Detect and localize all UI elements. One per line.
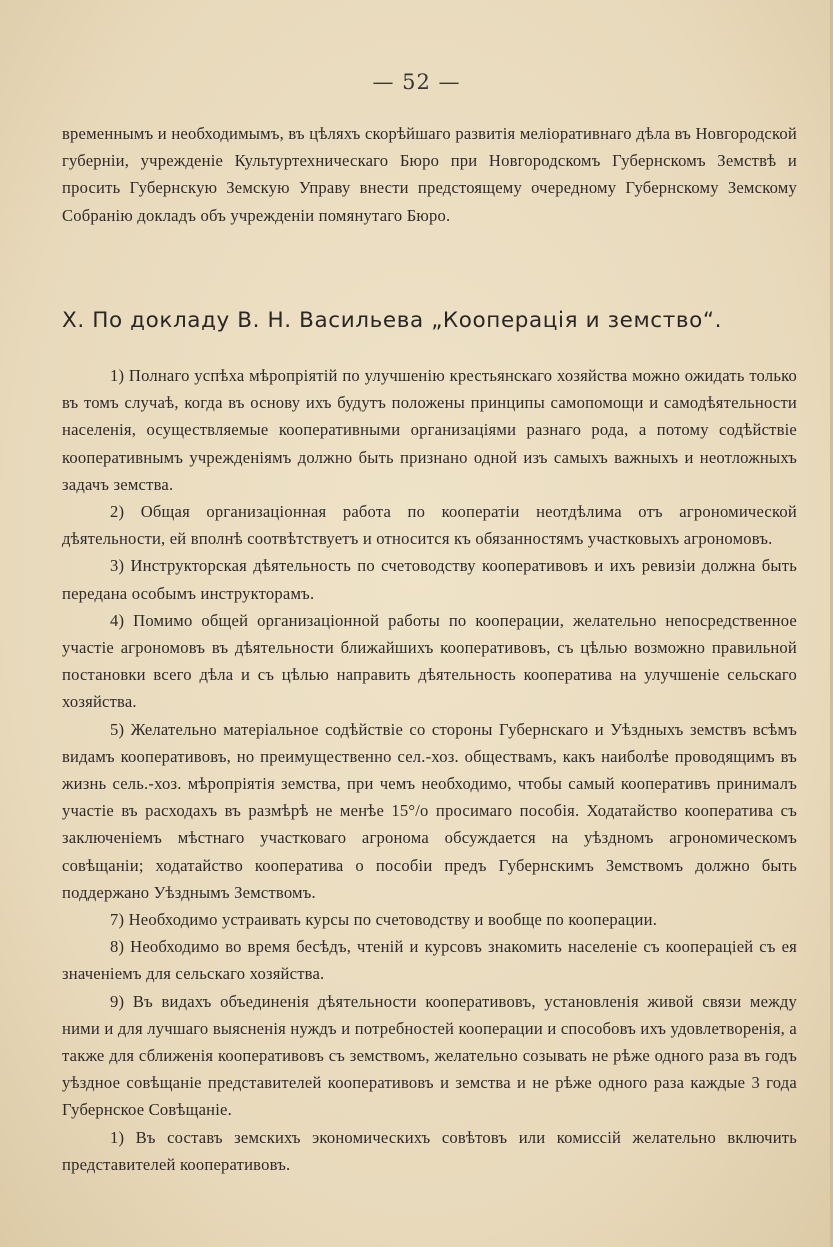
resolution-item-2: 2) Общая организаціонная работа по кооператіи неотдѣлима отъ агрономической дѣятельности, ей вполнѣ соотвѣтствуетъ и относится къ обязанностямъ участковыхъ агрономовъ.: [62, 502, 797, 549]
resolution-item-8: 8) Необходимо во время бесѣдъ, чтеній и курсовъ знакомить населеніе съ коопераціей съ ея значеніемъ для сельскаго хозяйства.: [62, 937, 797, 984]
resolution-items: [62, 362, 797, 1178]
resolution-item-9: 9) Въ видахъ объединенія дѣятельности кооперативовъ, установленія живой связи между ними и для лучшаго выясненія нуждъ и потребностей кооперации и способовъ ихъ удовлетворенія, а также для сближенія кооперативовъ съ земствомъ, желательно созывать не рѣже одного раза въ годъ уѣздное совѣщаніе представителей кооперативовъ и земства и не рѣже одного раза каждые 3 года Губернское Совѣщаніе.: [62, 991, 797, 1120]
resolution-item-1: 1) Полнаго успѣха мѣропріятій по улучшенію крестьянскаго хозяйства можно ожидать только въ томъ случаѣ, когда въ основу ихъ будутъ положены принципы самопомощи и самодѣятельности населенія, осуществляемые кооперативными организаціями разнаго рода, а потому содѣйствіе кооперативнымъ учрежденіямъ должно быть признано одной изъ самыхъ важныхъ и неотложныхъ задачъ земства.: [62, 366, 797, 494]
resolution-item-4: 4) Помимо общей организаціонной работы по кооперации, желательно непосредственное участіе агрономовъ въ дѣятельности ближайшихъ кооперативовъ, съ цѣлью возможно правильной постановки всего дѣла и съ цѣлью направить дѣятельность кооператива на улучшеніе сельскаго хозяйства.: [62, 610, 797, 712]
intro-text-block: [62, 120, 797, 229]
page-number: — 52 —: [372, 70, 461, 94]
resolution-item-10: 1) Въ составъ земскихъ экономическихъ совѣтовъ или комиссій желательно включить представителей кооперативовъ.: [62, 1127, 797, 1174]
intro-paragraph: временнымъ и необходимымъ, въ цѣляхъ скорѣйшаго развитія меліоративнаго дѣла въ Новгородской губерніи, учрежденіе Культуртехническаго Бюро при Новгородскомъ Губернскомъ Земствѣ и просить Губернскую Земскую Управу внести предстоящему очередному Губернскому Земскому Собранію докладъ объ учрежденіи помянутаго Бюро.: [62, 124, 797, 225]
resolution-item-5: 5) Желательно матеріальное содѣйствіе со стороны Губернскаго и Уѣздныхъ земствъ всѣмъ видамъ кооперативовъ, но преимущественно сел.-хоз. обществамъ, какъ наиболѣе проводящимъ въ жизнь сель.-хоз. мѣропріятія земства, при чемъ необходимо, чтобы самый кооперативъ принималъ участіе въ расходахъ въ размѣрѣ не менѣе 15°/o просимаго пособія. Ходатайство кооператива съ заключеніемъ мѣстнаго участковаго агронома обсуждается на уѣздномъ агрономическомъ совѣщаніи; ходатайство кооператива о пособіи предъ Губернскимъ Земствомъ должно быть поддержано Уѣзднымъ Земствомъ.: [62, 719, 797, 902]
resolution-item-7: 7) Необходимо устраивать курсы по счетоводству и вообще по кооперации.: [110, 910, 658, 930]
section-heading: X. По докладу В. Н. Васильева „Кооперація и земство“.: [62, 308, 723, 333]
resolution-item-3: 3) Инструкторская дѣятельность по счетоводству кооперативовъ и ихъ ревизіи должна быть передана особымъ инструкторамъ.: [62, 556, 797, 603]
